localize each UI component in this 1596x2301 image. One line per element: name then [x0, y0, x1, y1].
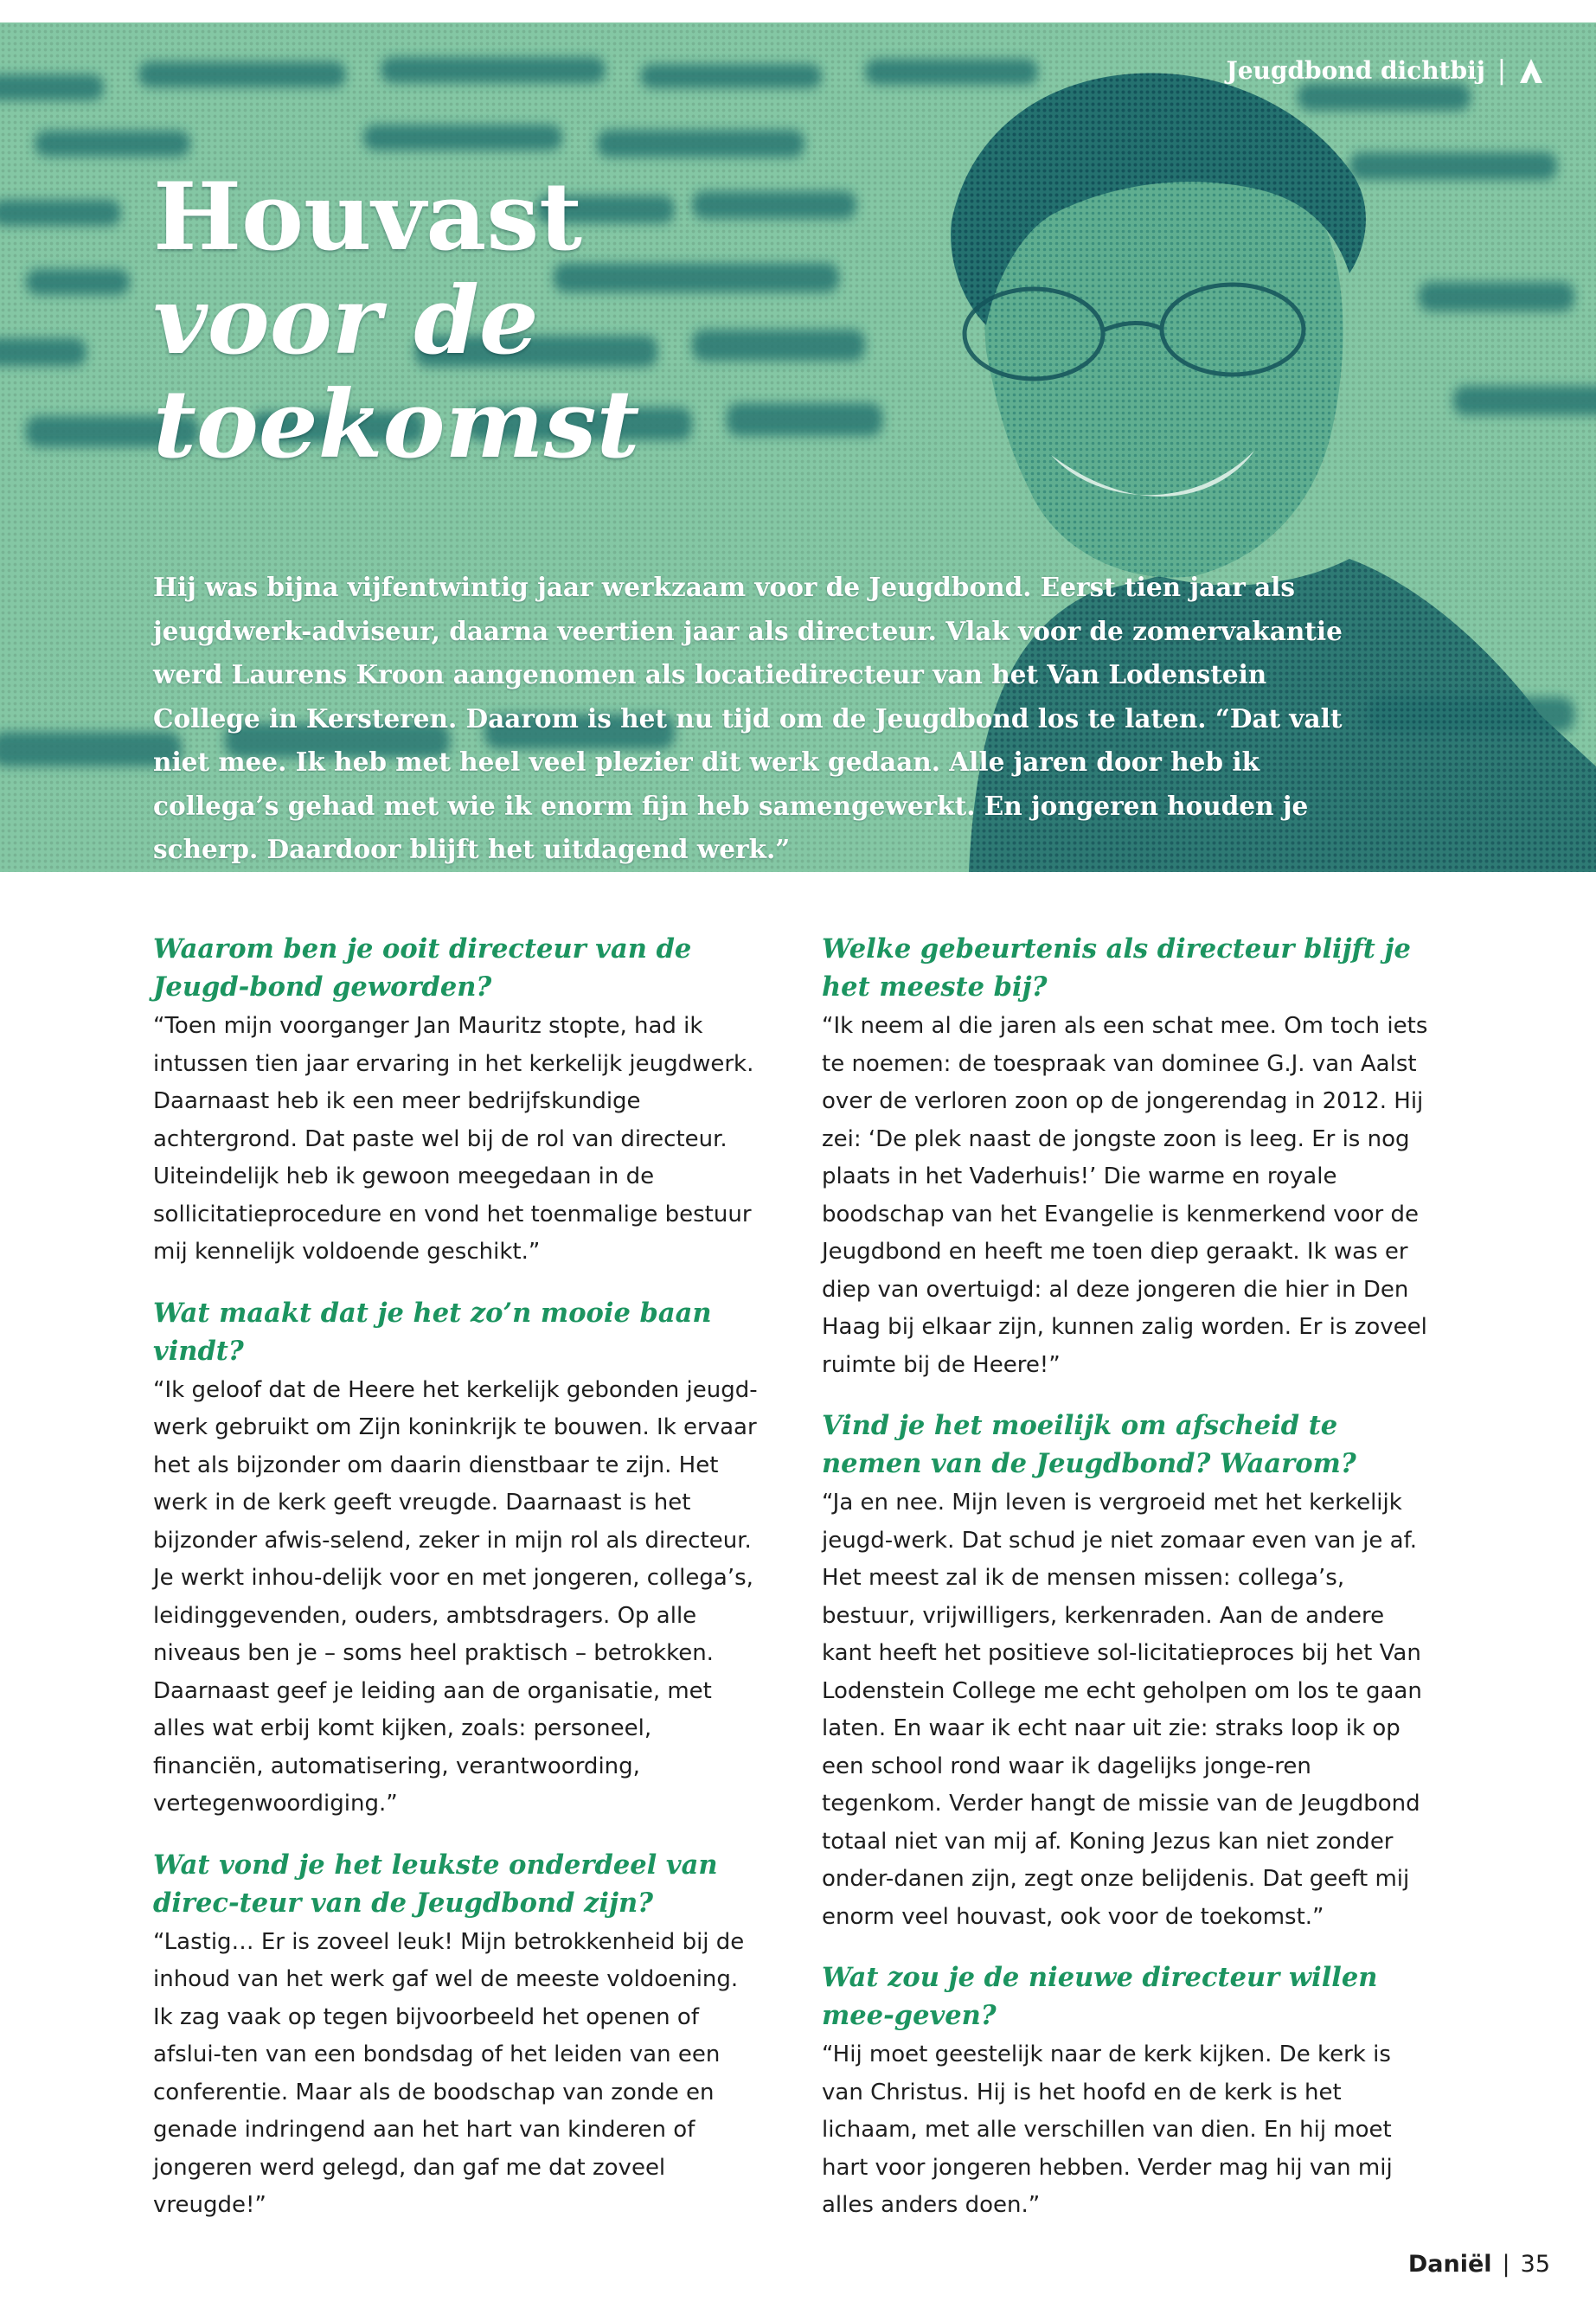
interview-question: Waarom ben je ooit directeur van de Jeugd-bond geworden?: [153, 933, 692, 1003]
qa-block: [153, 1294, 759, 1823]
interview-question: Welke gebeurtenis als directeur blijft je het meeste bij?: [822, 933, 1411, 1003]
qa-block: [153, 1846, 759, 2225]
interview-answer: “Ik geloof dat de Heere het kerkelijk gebonden jeugd-werk gebruikt om Zijn koninkrijk te bouwen. Ik ervaar het als bijzonder om daarin dienstbaar te zijn. Het werk in de kerk geeft vreugde. Daarnaast is het bijzonder afwis-selend, zeker in mijn rol als directeur. Je werkt inhou-delijk voor en met jongeren, collega’s, leidinggevenden, ouders, ambtsdragers. Op alle niveaus ben je – soms heel praktisch – betrokken. Daarnaast geef je leiding aan de organisatie, met alles wat erbij komt kijken, zoals: personeel, financiën, automatisering, verantwoording, vertegenwoordiging.”: [153, 1376, 758, 1817]
right-column: [822, 930, 1438, 2247]
qa-block: [153, 930, 759, 1272]
interview-question: Wat maakt dat je het zo’n mooie baan vindt?: [153, 1297, 712, 1367]
section-running-head: [1226, 55, 1544, 86]
left-column: [153, 930, 759, 2247]
jeugdbond-arrow-icon: [1518, 57, 1544, 85]
title-line-2: voor de: [153, 266, 539, 375]
qa-block: [822, 1958, 1438, 2225]
qa-block: [822, 930, 1438, 1384]
page-footer: [1408, 2251, 1550, 2278]
interview-answer: “Ja en nee. Mijn leven is vergroeid met het kerkelijk jeugd-werk. Dat schud je niet zomaar even van je af. Het meest zal ik de mensen missen: collega’s, bestuur, vrijwilligers, kerkenraden. Aan de andere kant heeft het positieve sol-licitatieproces bij het Van Lodenstein College me echt geholpen om los te gaan laten. En waar ik echt naar uit zie: straks loop ik op een school rond waar ik dagelijks jonge-ren tegenkom. Verder hangt de missie van de Jeugdbond totaal niet van mij af. Koning Jezus kan niet zonder onder-danen zijn, zegt onze belijdenis. Dat geeft mij enorm veel houvast, ook voor de toekomst.”: [822, 1490, 1422, 1930]
section-label: Jeugdbond dichtbij: [1226, 56, 1485, 85]
interview-question: Vind je het moeilijk om afscheid te nemen van de Jeugdbond? Waarom?: [822, 1410, 1356, 1479]
page-number: 35: [1520, 2251, 1550, 2278]
footer-separator: |: [1502, 2251, 1510, 2278]
interview-answer: “Hij moet geestelijk naar de kerk kijken. De kerk is van Christus. Hij is het hoofd en de kerk is het lichaam, met alle verschillen van dien. En hij moet hart voor jongeren hebben. Verder mag hij van mij alles anders doen.”: [822, 2041, 1393, 2218]
title-line-1: Houvast: [153, 163, 583, 272]
title-line-3: toekomst: [153, 370, 640, 479]
article-intro: Hij was bijna vijfentwintig jaar werkzaam voor de Jeugdbond. Eerst tien jaar als jeugdwerk-adviseur, daarna veertien jaar als directeur. Vlak voor de zomervakantie werd Laurens Kroon aangenomen als locatiedirecteur van het Van Lodenstein College in Kersteren. Daarom is het nu tijd om de Jeugdbond los te laten. “Dat valt niet mee. Ik heb met heel veel plezier dit werk gedaan. Alle jaren door heb ik collega’s gehad met wie ik enorm fijn heb samengewerkt. En jongeren houden je scherp. Daardoor blijft het uitdagend werk.”: [153, 572, 1343, 864]
interview-question: Wat zou je de nieuwe directeur willen mee-geven?: [822, 1962, 1378, 2031]
hero-banner: [0, 22, 1596, 872]
article-title: [153, 165, 639, 477]
qa-block: [822, 1407, 1438, 1936]
interview-answer: “Lastig… Er is zoveel leuk! Mijn betrokkenheid bij de inhoud van het werk gaf wel de meeste voldoening. Ik zag vaak op tegen bijvoorbeeld het openen of afslui-ten van een bondsdag of het leiden van een conferentie. Maar als de boodschap van zonde en genade indringend aan het hart van kinderen of jongeren werd gelegd, dan gaf me dat zoveel vreugde!”: [153, 1928, 745, 2218]
interview-answer: “Ik neem al die jaren als een schat mee. Om toch iets te noemen: de toespraak van dominee G.J. van Aalst over de verloren zoon op de jongerendag in 2012. Hij zei: ‘De plek naast de jongste zoon is leeg. Er is nog plaats in het Vaderhuis!’ Die warme en royale boodschap van het Evangelie is kenmerkend voor de Jeugdbond en heeft me toen diep geraakt. Ik was er diep van overtuigd: al deze jongeren die hier in Den Haag bij elkaar zijn, kunnen zalig worden. Er is zoveel ruimte bij de Heere!”: [822, 1013, 1428, 1378]
interview-question: Wat vond je het leukste onderdeel van direc-teur van de Jeugdbond zijn?: [153, 1849, 718, 1919]
magazine-name: Daniël: [1407, 2251, 1492, 2278]
interview-answer: “Toen mijn voorganger Jan Mauritz stopte, had ik intussen tien jaar ervaring in het kerkelijk jeugdwerk. Daarnaast heb ik een meer bedrijfskundige achtergrond. Dat paste wel bij de rol van directeur. Uiteindelijk heb ik gewoon meegedaan in de sollicitatieprocedure en vond het toenmalige bestuur mij kennelijk voldoende geschikt.”: [153, 1013, 754, 1265]
header-separator: |: [1497, 55, 1506, 86]
